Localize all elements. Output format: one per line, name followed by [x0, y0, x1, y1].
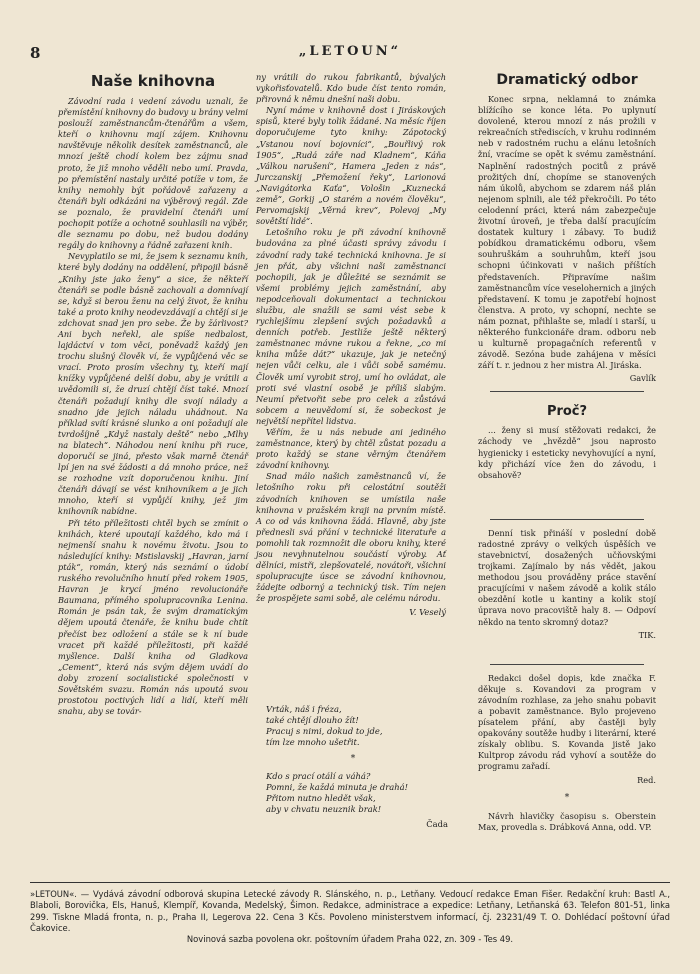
poem-line: tím lze mnoho ušetřit. — [266, 737, 360, 747]
masthead: „LETOUN“ — [298, 44, 402, 59]
imprint-line-2: Novinová sazba povolena okr. poštovním úřadem Praha 022, zn. 309 - Tes 49. — [186, 934, 514, 945]
paragraph: Při této příležitosti chtěl bych se zmínit o knihách, které upoutají každého, kdo má i nejmenší snahu k novému životu. Jsou to následující knihy: Mstislavskij „Havran, jarní pták“, román, který nás seznámí o údobí ruského revolučního hnutí před rokem 1905, Havran je krycí jméno revolucionáře Baumana, přímého spolupracovníka Lenina. Román je psán tak, že svým dramatickým dějem upoutá čtenáře, že knihu bude chtít přečíst bez odložení a stále se k ní bude vracet při každé příležitosti, při každé myšlence. Další kniha od Gladkova „Cement“, která nás svým dějem uvádí do doby zrození socialistické společnosti v Sovětském svazu. Román nás upoutá svou prostotou poctivých lidí a lidí, kteří měli snahu, aby se továr- — [58, 517, 248, 717]
paragraph: Závodní rada i vedení závodu uznali, že přemístění knihovny do budovy u brány velmi poslouží zaměstnancům-čtenářům a všem, kteří o knihovnu mají zájem. Knihovnu navštěvuje několik desítek zaměstnanců, ale mnozí ještě chodí kolem bez zájmu snad proto, že již mnoho věděli nebo umí. Pravda, po přemístění nastaly určité potíže v tom, že knihy nemohly být pořádově zařazeny a čtenáři byli odkázáni na výběrový regál. Zde se poznalo, že pravidelní čtenáři umí pochopit potíže a ochotně souhlasili na výběr, dle seznamu po dobu, než budou dodány regály do knihovny a řádně zařazeni knih. — [58, 96, 248, 251]
divider — [490, 391, 644, 392]
paragraph: Redakci došel dopis, kde značka F. děkuje s. Kovandovi za program v závodním rozhlase, za jeho snahu pobavit a pobavit zaměstnance. Bylo projeveno písatelem přání, aby častěji byly opakovány soutěže hudby i literární, které získaly oblibu. S. Kovanda jistě jako Kultprop závodu rád vyhoví a soutěže do programu zařadí. — [478, 672, 656, 772]
divider — [490, 664, 644, 665]
column-3 — [478, 72, 656, 833]
poem-line: Kdo s prací otálí a váhá? — [266, 771, 371, 781]
poem-line: Vrták, náš i fréza, — [266, 704, 342, 714]
article-signature: TIK. — [638, 629, 656, 640]
article-body-hlavicka — [478, 811, 656, 833]
paragraph: Denní tisk přináší v poslední době radostné zprávy o velkých úspěších ve stavebnictví, dosažených učňovskými trojkami. Zajímalo by nás vědět, jakou methodou jsou prováděny práce stavění pracujícími v našem závodě a kolik stálo obezdění kotle u kantiny a kolik stojí úprava novo pracoviště haly 8. — Odpoví někdo na tento skromný dotaz? — [478, 527, 656, 627]
article-signature: V. Veselý — [409, 606, 446, 617]
paragraph: Letošního roku je při závodní knihovně budována za plné účasti správy závodu i závodní rady také technická knihovna. Je si jen přát, aby všichni naši zaměstnanci pochopili, jak je důležité se seznámit se všemi problémy jejich zaměstnání, aby nepodceňovali dokumentaci a technickou službu, ale snažili se sami vést sebe k rychlejšímu zlepšení svých požadavků a denních potřeb. Jestliže ještě některý zaměstnanec mávne rukou a řekne, „co mi kniha může dát?“ ukazuje, jak je netečný nejen vůči celku, ale i vůči sobě samému. Člověk umí vyrobit stroj, umí ho ovládat, ale proti své vlastní osobě je příliš slabým. Neumí přetvořit sebe pro celek a zůstává sobcem a neuvědomí si, že sobeckost je největší nepřítel lidstva. — [256, 227, 446, 426]
divider — [490, 519, 644, 520]
article-body-dramaticky-odbor — [478, 94, 656, 371]
column-2 — [256, 72, 446, 617]
paragraph: Konec srpna, neklamná to známka blížícího se konce léta. Po uplynutí dovolené, kterou mnozí z nás prožili v rekreačních střediscích, v kruhu rodinném neb v radostném ruchu a elánu letošních žní, vracíme se opět k svému zaměstnání. Naplnění radostných pocitů z právě prožitých dní, chopíme se stanovených nám úkolů, abychom se zdarem náš plán nejenom splnili, ale též překročili. Po této celodenní práci, která nám zabezpečuje životní úroveň, je třeba další pracujícím dostatek kultury i zábavy. To budiž pobídkou dramatickému odboru, všem souhruškám a souhruhům, kteří jsou schopni účinkovati v našich příštích představeních. Připravíme našim zaměstnancům více veselohernich a jiných představení. K tomu je zapotřebí hojnost členstva. A proto, vy schopní, nechte se nám poznat, přihlašte se, mladí i starší, u některého funkcionáře dram. odboru neb u kulturně propagačních referentů v závodě. Sezóna bude zahájena v měsíci září t. r. jednou z her mistra Al. Jiráska. — [478, 94, 656, 371]
article-body-nase-knihovna — [58, 96, 248, 717]
article-body-continued — [256, 72, 446, 605]
poem-line: Přitom nutno hledět však, — [266, 793, 376, 803]
poem-line: Pracuj s nimi, dokud to jde, — [266, 726, 383, 736]
imprint-footer — [30, 882, 670, 945]
imprint-line-1: »LETOUN«. — Vydává závodní odborová skupina Letecké závody R. Slánského, n. p., Letňany. Vedoucí redakce Eman Fišer. Redakční kruh: Bastl A., Blaboli, Borovička, Els, Hanuš, Klempíř, Kovanda, Medelský, Šimon. Redakce, administrace a expedice: Letňany, Letňanská 63. Telefon 801-51, linka 299. Tiskne Mladá fronta, n. p., Praha II, Legerova 22. Cena 3 Kčs. Povoleno ministerstvem informací, čj. 23231/49 T. O. Dohlédací poštovní úřad Čakovice. — [30, 889, 670, 933]
poem-author: Čada — [426, 819, 448, 829]
paragraph: ... ženy si musí stěžovati redakci, že záchody ve „hvězdě“ jsou naprosto hygienicky i esteticky nevyhovující a nyní, kdy přichází více žen do závodu, i obsahově? — [478, 425, 656, 480]
article-signature: Red. — [637, 774, 656, 785]
article-signature: Gavlík — [629, 373, 656, 384]
paragraph: Návrh hlavičky časopisu s. Oberstein Max, provedla s. Drábková Anna, odd. VP. — [478, 810, 656, 832]
poem-line: Pomni, že každá minuta je drahá! — [266, 782, 408, 792]
column-1 — [58, 72, 248, 717]
paragraph: Nevyplatilo se mi, že jsem k seznamu knih, které byly dodány na oddělení, připojil básně „Knihy jste jako ženy“ a sice, že někteří čtenáři se podle básně zachovali a domnívají se, když si berou ženu na celý život, že knihu také a proto knihy neodevzdávají a chtějí si je zdchovat snad jen pro sebe. Že by žárlivost? Ani bych neřekl, ale spíše nedbalost, lajdáctví v tom věci, poněvadž každý jen trochu slušný člověk ví, že vypůjčená věc se vrací. Proto prosím všechny ty, kteří mají knížky vypůjčené delší dobu, aby je vrátili a uvědomili si, že druzí chtějí číst také. Mnozí čtenáři požadují knihy dle svojí nálady a snadno jde jejich náladu uhádnout. Na příklad svítí krásné slunko a oni požadují ale tvrdošíjně „Když nastaly deště“ nebo „Mlhy na blatech“. Náhodou není knihu při ruce, doporučí se jiná, přesto však marně čtenář lpí jen na své žádosti a dá mnoho práce, než se rozhodne vzít doporučenou knihu. Jiní čtenáři dávají se vést knihovníkem a je jich mnoho, kteří si vypůjčí knihy, jež jim knihovník nabídne. — [58, 251, 248, 517]
article-body-proc — [478, 425, 656, 480]
article-body-tisk — [478, 528, 656, 628]
paragraph: Věřím, že u nás nebude ani jediného zaměstnance, který by chtěl zůstat pozadu a proto každý se stane věrným čtenářem závodní knihovny. — [256, 427, 446, 471]
article-title-nase-knihovna: Naše knihovna — [90, 72, 216, 90]
poem-stanza-2 — [266, 771, 448, 815]
poem-stanza-1 — [266, 704, 448, 748]
page-number: 8 — [30, 44, 41, 62]
paragraph: Nyní máme v knihovně dost i Jiráskových spisů, které byly tolik žádané. Na měsíc říjen doporučujeme tyto knihy: Zápotocký „Vstanou noví bojovníci“, „Bouřlivý rok 1905“, „Rudá záře nad Kladnem“, Káňa „Válkou narušení“, Hamera „Jeden z nás“, Jurczanskij „Přemožení řeky“, Larionová „Navigátorka Kaťa“, Vološin „Kuznecká země“, Gorkij „O starém a novém člověku“, Pervomajskij „Věrná krev“, Polevoj „My sovětští lidé“. — [256, 105, 446, 227]
poem-separator: * — [350, 754, 356, 764]
paragraph: ny vrátili do rukou fabrikantů, bývalých vykořisťovatelů. Kdo bude číst tento román, přirovná k němu dnešní naši dobu. — [256, 72, 446, 105]
article-body-redakce — [478, 673, 656, 773]
article-title-proc: Proč? — [546, 404, 588, 420]
poem-line: také chtějí dlouho žít! — [266, 715, 359, 725]
paragraph: Snad málo našich zaměstnanců ví, že letošního roku při celostátní soutěži závodních knihoven se umístila naše knihovna v pražském kraji na prvním místě. A co od vás knihovna žádá. Hlavně, aby jste přednesli svá přání v technické literatuře a pomohli tak rozmnožit dle oboru knihy, které jsou nevyhnutelnou součástí výroby. Ať dělníci, mistři, zlepšovatelé, novátoři, všichni spolupracujte úsce se závodní knihovnou, žádejte odborný a technický tisk. Tím nejen že prospějete sami sobě, ale celému národu. — [256, 471, 446, 604]
separator-star: * — [564, 792, 570, 803]
poem — [258, 704, 448, 830]
article-title-dramaticky-odbor: Dramatický odbor — [496, 72, 638, 88]
poem-line: aby v chvatu neuznik brak! — [266, 804, 382, 814]
